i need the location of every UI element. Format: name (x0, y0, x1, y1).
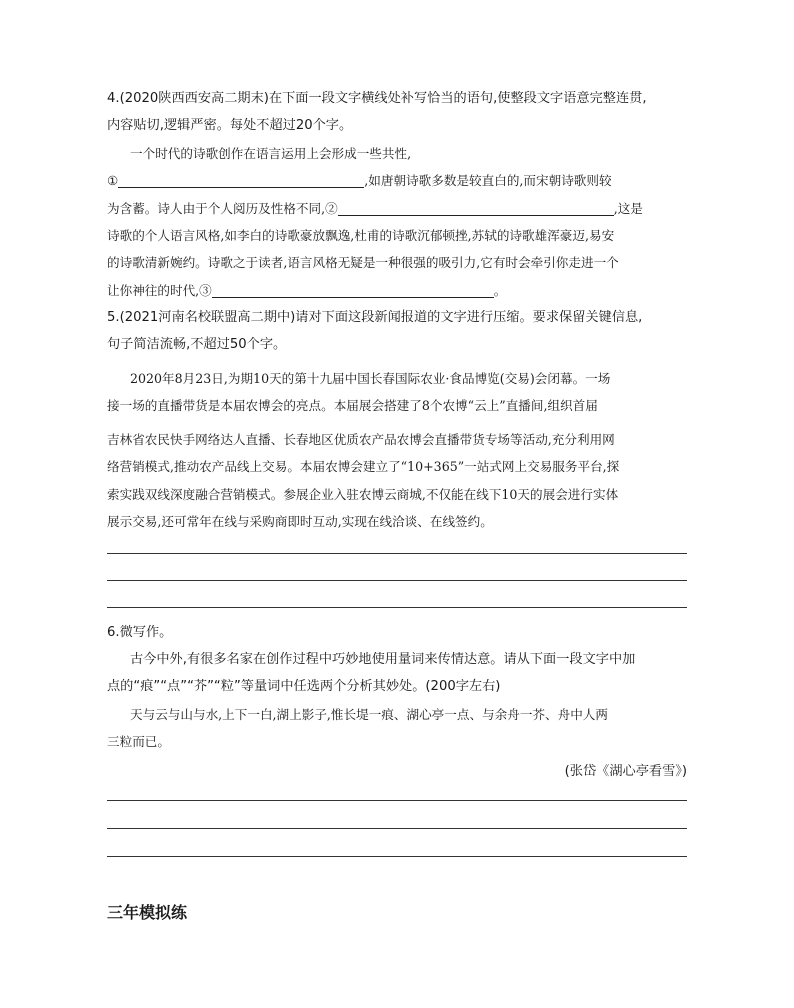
q5-news-line2: 接一场的直播带货是本届农博会的亮点。本届展会搭建了8个农博“云上”直播间,组织首届 (107, 398, 598, 413)
fill-blank-2[interactable] (338, 201, 614, 216)
q4-passage-line6 (107, 282, 506, 300)
q5-prompt-line1: 5.(2021河南名校联盟高二期中)请对下面这段新闻报道的文字进行压缩。要求保留关键信息, (107, 310, 643, 325)
fill-blank-1[interactable] (118, 173, 364, 188)
q4-passage-line3-tail: ,这是 (613, 201, 643, 216)
answer-line[interactable] (107, 800, 687, 801)
answer-line[interactable] (107, 856, 687, 857)
answer-line[interactable] (107, 553, 687, 554)
q4-passage-line6-text: 让你神往的时代,③ (107, 283, 212, 298)
q4-passage-line1: 一个时代的诗歌创作在语言运用上会形成一些共性, (130, 146, 412, 161)
q4-prompt-line1: 4.(2020陕西西安高二期末)在下面一段文字横线处补写恰当的语句,使整段文字语意完整连贯, (107, 91, 647, 106)
q6-prompt-title: 6.微写作。 (107, 625, 173, 640)
q4-passage-line3-text: 为含蓄。诗人由于个人阅历及性格不同,② (107, 201, 338, 216)
q5-news-line1: 2020年8月23日,为期10天的第十九届中国长春国际农业·食品博览(交易)会闭幕。一场 (130, 371, 611, 386)
q5-news-line3: 吉林省农民快手网络达人直播、长春地区优质农产品农博会直播带货专场等活动,充分利用网 (107, 432, 615, 447)
section-heading: 三年模拟练 (107, 903, 188, 922)
q4-passage-line4: 诗歌的个人语言风格,如李白的诗歌豪放飘逸,杜甫的诗歌沉郁顿挫,苏轼的诗歌雄浑豪迈,易安 (107, 228, 615, 243)
q5-news-line4: 络营销模式,推动农产品线上交易。本届农博会建立了“10+365”一站式网上交易服务平台,探 (107, 459, 620, 474)
q5-prompt-line2: 句子简洁流畅,不超过50个字。 (107, 337, 287, 352)
q6-quote-line2: 三粒而已。 (107, 734, 170, 749)
q4-prompt-line2: 内容贴切,逻辑严密。每处不超过20个字。 (107, 118, 353, 133)
q4-passage-line2 (107, 172, 612, 190)
q5-news-line5: 索实践双线深度融合营销模式。参展企业入驻农博云商城,不仅能在线下10天的展会进行实体 (107, 487, 619, 502)
answer-line[interactable] (107, 828, 687, 829)
q6-quote-line1: 天与云与山与水,上下一白,湖上影子,惟长堤一痕、湖心亭一点、与余舟一芥、舟中人两 (130, 707, 608, 722)
blank-marker-1: ① (107, 173, 119, 188)
q4-passage-line6-tail: 。 (493, 283, 507, 298)
q4-passage-line3 (107, 200, 643, 218)
q6-prompt-line2: 点的“痕”“点”“芥”“粒”等量词中任选两个分析其妙处。(200字左右) (107, 679, 501, 694)
answer-line[interactable] (107, 580, 687, 581)
q4-passage-line5: 的诗歌清新婉约。诗歌之于读者,语言风格无疑是一种很强的吸引力,它有时会牵引你走进一个 (107, 255, 619, 270)
fill-blank-3[interactable] (212, 283, 494, 298)
answer-line[interactable] (107, 607, 687, 608)
q5-news-line6: 展示交易,还可常年在线与采购商即时互动,实现在线洽谈、在线签约。 (107, 514, 493, 529)
q6-prompt-line1: 古今中外,有很多名家在创作过程中巧妙地使用量词来传情达意。请从下面一段文字中加 (130, 652, 636, 667)
q4-passage-line2-text: ,如唐朝诗歌多数是较直白的,而宋朝诗歌则较 (364, 173, 612, 188)
q6-quote-source: (张岱《湖心亭看雪》) (564, 764, 687, 779)
